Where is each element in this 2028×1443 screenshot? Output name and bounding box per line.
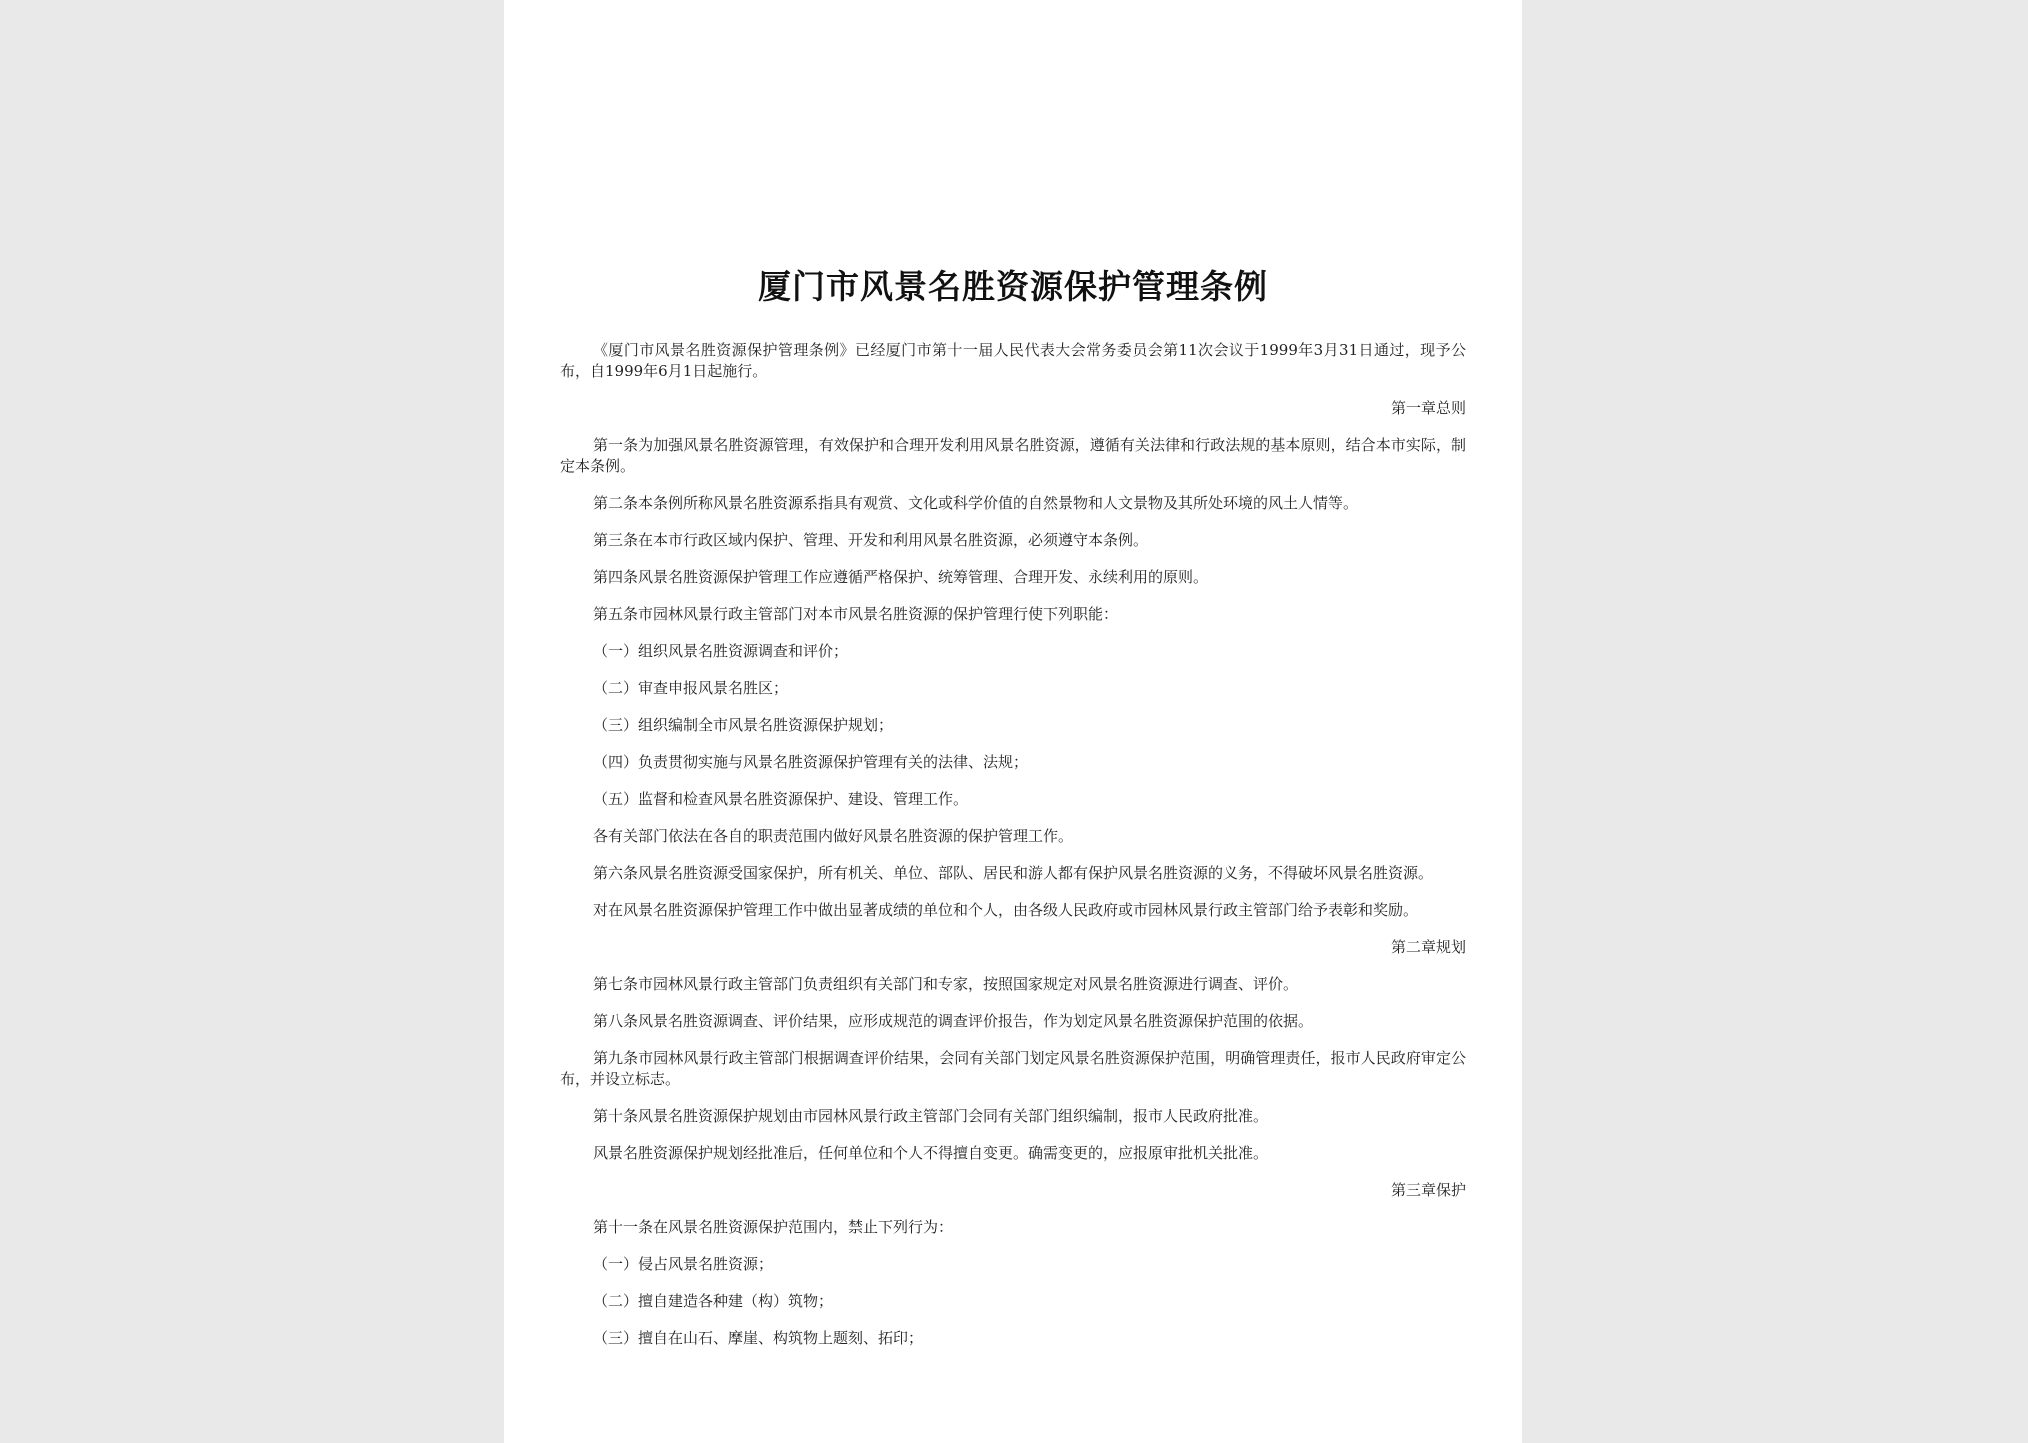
chapter-heading: 第三章保护 <box>1390 1181 1466 1199</box>
article-paragraph: 第十条风景名胜资源保护规划由市园林风景行政主管部门会同有关部门组织编制，报市人民政府批准。 <box>593 1107 1269 1125</box>
article-paragraph: 第九条市园林风景行政主管部门根据调查评价结果，会同有关部门划定风景名胜资源保护范围，明确管理责任，报市人民政府审定公布，并设立标志。 <box>560 1049 1466 1088</box>
list-item: （一）侵占风景名胜资源； <box>593 1255 774 1273</box>
chapter-heading: 第二章规划 <box>1390 938 1466 956</box>
article-paragraph: 第六条风景名胜资源受国家保护，所有机关、单位、部队、居民和游人都有保护风景名胜资源的义务，不得破坏风景名胜资源。 <box>593 864 1434 882</box>
list-item: （一）组织风景名胜资源调查和评价； <box>593 642 849 660</box>
article-paragraph: 第五条市园林风景行政主管部门对本市风景名胜资源的保护管理行使下列职能： <box>593 605 1119 623</box>
article-paragraph: 第十一条在风景名胜资源保护范围内，禁止下列行为： <box>593 1218 954 1236</box>
list-item: （三）组织编制全市风景名胜资源保护规划； <box>593 716 894 734</box>
article-paragraph: 第二条本条例所称风景名胜资源系指具有观赏、文化或科学价值的自然景物和人文景物及其所处环境的风土人情等。 <box>593 494 1359 512</box>
chapter-heading: 第一章总则 <box>1390 399 1466 417</box>
list-item: （四）负责贯彻实施与风景名胜资源保护管理有关的法律、法规； <box>593 753 1029 771</box>
article-paragraph: 第四条风景名胜资源保护管理工作应遵循严格保护、统筹管理、合理开发、永续利用的原则。 <box>593 568 1209 586</box>
article-paragraph: 风景名胜资源保护规划经批准后，任何单位和个人不得擅自变更。确需变更的，应报原审批机关批准。 <box>593 1144 1269 1162</box>
list-item: （五）监督和检查风景名胜资源保护、建设、管理工作。 <box>593 790 969 808</box>
document-content <box>560 264 1466 1365</box>
article-paragraph: 对在风景名胜资源保护管理工作中做出显著成绩的单位和个人，由各级人民政府或市园林风景行政主管部门给予表彰和奖励。 <box>593 901 1419 919</box>
article-paragraph: 各有关部门依法在各自的职责范围内做好风景名胜资源的保护管理工作。 <box>593 827 1074 845</box>
list-item: （二）擅自建造各种建（构）筑物； <box>593 1292 834 1310</box>
document-title: 厦门市风景名胜资源保护管理条例 <box>758 267 1268 306</box>
article-paragraph: 第三条在本市行政区域内保护、管理、开发和利用风景名胜资源，必须遵守本条例。 <box>593 531 1149 549</box>
list-item: （三）擅自在山石、摩崖、构筑物上题刻、拓印； <box>593 1329 924 1347</box>
article-paragraph: 第八条风景名胜资源调查、评价结果，应形成规范的调查评价报告，作为划定风景名胜资源保护范围的依据。 <box>593 1012 1314 1030</box>
article-paragraph: 第一条为加强风景名胜资源管理，有效保护和合理开发利用风景名胜资源，遵循有关法律和行政法规的基本原则，结合本市实际，制定本条例。 <box>560 436 1466 475</box>
article-paragraph: 第七条市园林风景行政主管部门负责组织有关部门和专家，按照国家规定对风景名胜资源进行调查、评价。 <box>593 975 1299 993</box>
document-page <box>504 0 1522 1443</box>
preamble-paragraph: 《厦门市风景名胜资源保护管理条例》已经厦门市第十一届人民代表大会常务委员会第11次会议于1999年3月31日通过，现予公布，自1999年6月1日起施行。 <box>560 341 1466 380</box>
list-item: （二）审查申报风景名胜区； <box>593 679 789 697</box>
